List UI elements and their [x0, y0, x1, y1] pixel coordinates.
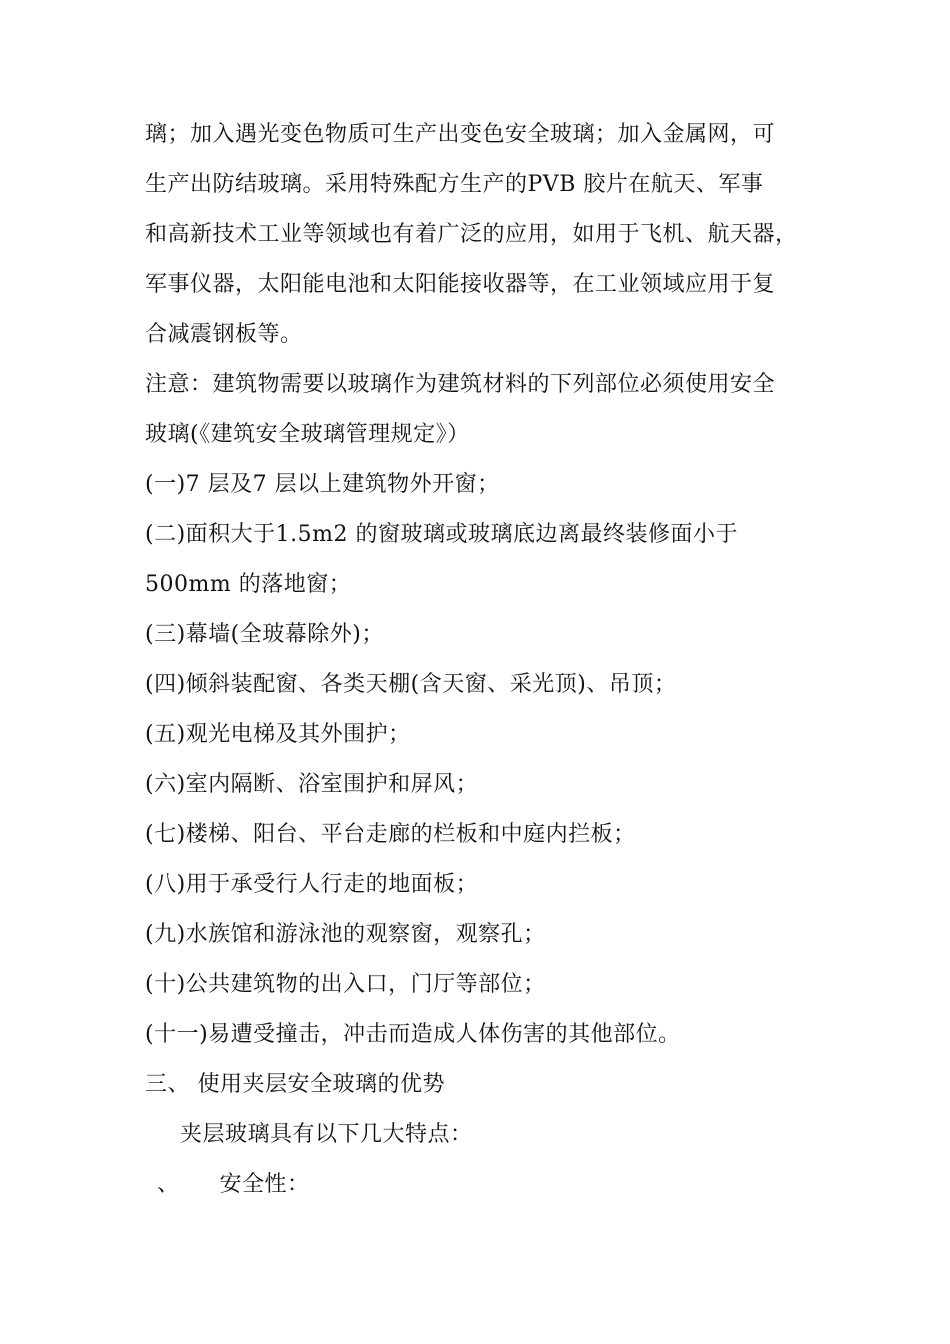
list-item: (八)用于承受行人行走的地面板； [145, 872, 479, 897]
subitem-safety [145, 1160, 815, 1210]
text-line: 生产出防结玻璃。采用特殊配方生产的PVB 胶片在航天、军事 [145, 172, 764, 197]
subitem-marker: 、 [157, 1172, 180, 1197]
subitem-label: 安全性： [219, 1172, 310, 1197]
list-item: (七)楼梯、阳台、平台走廊的栏板和中庭内拦板； [145, 822, 636, 847]
list-item: (十一)易遭受撞击，冲击而造成人体伤害的其他部位。 [145, 1022, 681, 1047]
note-paragraph [145, 360, 815, 460]
paragraph-pvb-applications [145, 110, 815, 360]
text-line: 和高新技术工业等领域也有着广泛的应用，如用于飞机、航天器， [145, 222, 798, 247]
text-line: 璃；加入遇光变色物质可生产出变色安全玻璃；加入金属网，可 [145, 122, 776, 147]
list-item: (六)室内隔断、浴室围护和屏风； [145, 772, 479, 797]
list-item: (十)公共建筑物的出入口，门厅等部位； [145, 972, 546, 997]
list-item: (五)观光电梯及其外围护； [145, 722, 411, 747]
document-body [145, 110, 815, 1210]
list-item: (九)水族馆和游泳池的观察窗，观察孔； [145, 922, 546, 947]
list-item: (四)倾斜装配窗、各类天棚(含天窗、采光顶)、吊顶； [145, 672, 677, 697]
text-line: 玻璃(《建筑安全玻璃管理规定》） [145, 422, 470, 447]
section-heading: 三、 使用夹层安全玻璃的优势 [145, 1072, 445, 1097]
list-item: (一)7 层及7 层以上建筑物外开窗； [145, 472, 500, 497]
safety-glass-locations-list [145, 460, 815, 1060]
list-item: 500mm 的落地窗； [145, 572, 352, 597]
text-line: 注意：建筑物需要以玻璃作为建筑材料的下列部位必须使用安全 [145, 372, 776, 397]
text-line: 军事仪器，太阳能电池和太阳能接收器等，在工业领域应用于复 [145, 272, 776, 297]
list-item: (二)面积大于1.5m2 的窗玻璃或玻璃底边离最终装修面小于 [145, 522, 739, 547]
intro-text: 夹层玻璃具有以下几大特点： [180, 1122, 473, 1147]
list-item: (三)幕墙(全玻幕除外)； [145, 622, 384, 647]
text-line: 合减震钢板等。 [145, 322, 303, 347]
